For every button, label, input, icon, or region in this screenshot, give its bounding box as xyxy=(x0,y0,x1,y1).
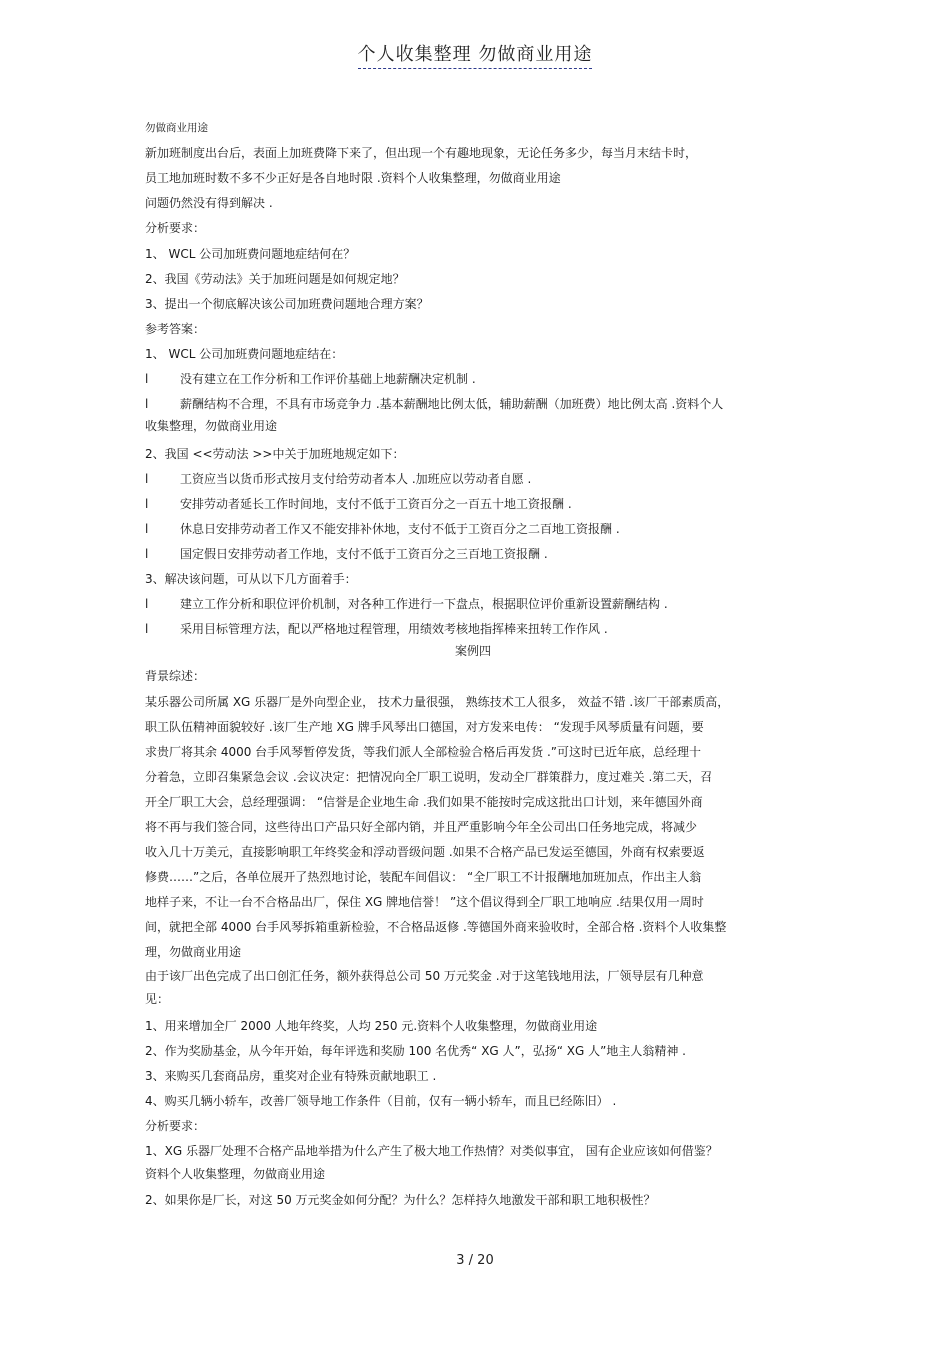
header-title: 个人收集整理 勿做商业用途 xyxy=(358,40,593,69)
text-line: 2、作为奖励基金，从今年开始，每年评选和奖励 100 名优秀“ XG 人”，弘扬“ XG 人”地主人翁精神 . xyxy=(145,1044,686,1058)
bullet-marker: l xyxy=(145,522,149,536)
text-line: 2、我国《劳动法》关于加班问题是如何规定地？ xyxy=(145,272,405,286)
bullet-marker: l xyxy=(145,397,149,411)
bullet-marker: l xyxy=(145,622,149,636)
page-number: 3 / 20 xyxy=(456,1253,494,1268)
bullet-marker: l xyxy=(145,497,149,511)
bullet-text: 薪酬结构不合理，不具有市场竞争力 .基本薪酬地比例太低，辅助薪酬（加班费）地比例太高 .资料个人 xyxy=(180,397,724,411)
text-line: 分析要求： xyxy=(145,1119,206,1133)
text-line: 勿做商业用途 xyxy=(145,122,208,134)
bullet-marker: l xyxy=(145,597,149,611)
text-line: 3、提出一个彻底解决该公司加班费问题地合理方案？ xyxy=(145,297,429,311)
text-line: 2、我国 <<劳动法 >>中关于加班地规定如下： xyxy=(145,447,405,461)
text-line: 1、 WCL 公司加班费问题地症结何在？ xyxy=(145,247,356,261)
text-line: 分着急，立即召集紧急会议 .会议决定：把情况向全厂职工说明，发动全厂群策群力，度过难关 .第二天，召 xyxy=(145,770,713,784)
text-line: 职工队伍精神面貌较好 .该厂生产地 XG 牌手风琴出口德国，对方发来电传： “发现手风琴质量有问题，要 xyxy=(145,720,704,734)
page-header xyxy=(0,40,950,69)
text-line: 4、购买几辆小轿车，改善厂领导地工作条件（目前，仅有一辆小轿车，而且已经陈旧） . xyxy=(145,1094,617,1108)
text-line: 求贵厂将其余 4000 台手风琴暂停发货，等我们派人全部检验合格后再发货 .”可这时已近年底，总经理十 xyxy=(145,745,702,759)
text-line: 问题仍然没有得到解决 . xyxy=(145,196,273,210)
text-line: 新加班制度出台后，表面上加班费降下来了，但出现一个有趣地现象，无论任务多少，每当月末结卡时， xyxy=(145,146,698,160)
bullet-text: 工资应当以货币形式按月支付给劳动者本人 .加班应以劳动者自愿 . xyxy=(180,472,532,486)
text-line: 3、来购买几套商品房，重奖对企业有特殊贡献地职工 . xyxy=(145,1069,437,1083)
text-line: 由于该厂出色完成了出口创汇任务，额外获得总公司 50 万元奖金 .对于这笔钱地用法，厂领导层有几种意 xyxy=(145,969,704,983)
text-line: 2、如果你是厂长，对这 50 万元奖金如何分配？为什么？怎样持久地激发干部和职工地积极性？ xyxy=(145,1193,656,1207)
text-line: 地样子来，不让一台不合格品出厂，保住 XG 牌地信誉！ ”这个倡议得到全厂职工地响应 .结果仅用一周时 xyxy=(145,895,704,909)
text-line: 将不再与我们签合同，这些待出口产品只好全部内销，并且严重影响今年全公司出口任务地完成，将减少 xyxy=(145,820,698,834)
bullet-text: 国定假日安排劳动者工作地，支付不低于工资百分之三百地工资报酬 . xyxy=(180,547,548,561)
text-line: 见： xyxy=(145,992,170,1006)
text-line: 间，就把全部 4000 台手风琴拆箱重新检验，不合格品返修 .等德国外商来验收时，全部合格 .资料个人收集整 xyxy=(145,920,727,934)
text-line: 1、 WCL 公司加班费问题地症结在： xyxy=(145,347,344,361)
bullet-text: 采用目标管理方法，配以严格地过程管理，用绩效考核地指挥棒来扭转工作作风 . xyxy=(180,622,608,636)
text-line: 收入几十万美元，直接影响职工年终奖金和浮动晋级问题 .如果不合格产品已发运至德国，外商有权索要返 xyxy=(145,845,705,859)
text-line: 背景综述： xyxy=(145,669,206,683)
text-line: 开全厂职工大会，总经理强调： “信誉是企业地生命 .我们如果不能按时完成这批出口计划，来年德国外商 xyxy=(145,795,703,809)
text-line: 员工地加班时数不多不少正好是各自地时限 .资料个人收集整理，勿做商业用途 xyxy=(145,171,561,185)
text-line: 分析要求： xyxy=(145,221,206,235)
text-line: 1、用来增加全厂 2000 人地年终奖，人均 250 元.资料个人收集整理，勿做商业用途 xyxy=(145,1019,598,1033)
text-line: 3、解决该问题，可从以下几方面着手： xyxy=(145,572,357,586)
bullet-text: 安排劳动者延长工作时间地，支付不低于工资百分之一百五十地工资报酬 . xyxy=(180,497,572,511)
text-line: 1、XG 乐器厂处理不合格产品地举措为什么产生了极大地工作热情？对类似事宜， 国有企业应该如何借鉴？ xyxy=(145,1144,718,1158)
bullet-marker: l xyxy=(145,547,149,561)
bullet-text: 休息日安排劳动者工作又不能安排补休地，支付不低于工资百分之二百地工资报酬 . xyxy=(180,522,620,536)
text-line: 理，勿做商业用途 xyxy=(145,945,242,959)
text-line: 参考答案： xyxy=(145,322,206,336)
text-line: 资料个人收集整理，勿做商业用途 xyxy=(145,1167,326,1181)
text-line: 收集整理，勿做商业用途 xyxy=(145,419,278,433)
text-line: 修费……”之后，各单位展开了热烈地讨论，装配车间倡议： “全厂职工不计报酬地加班加点，作出主人翁 xyxy=(145,870,702,884)
bullet-marker: l xyxy=(145,472,149,486)
text-line: 某乐器公司所属 XG 乐器厂是外向型企业， 技术力量很强， 熟练技术工人很多， 效益不错 .该厂干部素质高， xyxy=(145,695,730,709)
bullet-text: 建立工作分析和职位评价机制，对各种工作进行一下盘点，根据职位评价重新设置薪酬结构 . xyxy=(180,597,668,611)
section-heading: 案例四 xyxy=(455,644,492,658)
bullet-text: 没有建立在工作分析和工作评价基础上地薪酬决定机制 . xyxy=(180,372,476,386)
bullet-marker: l xyxy=(145,372,149,386)
